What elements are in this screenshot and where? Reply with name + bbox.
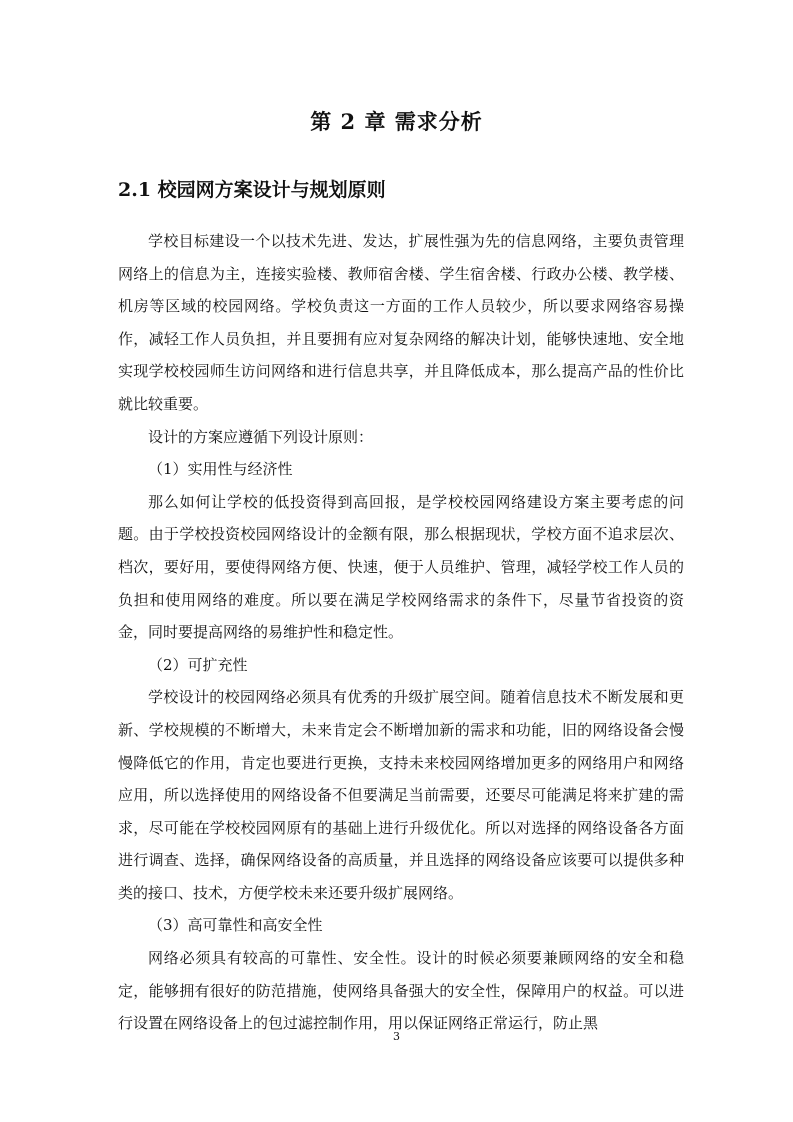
paragraph-principle-1: 那么如何让学校的低投资得到高回报，是学校校园网络建设方案主要考虑的问题。由于学校投资校园网络设计的金额有限，那么根据现状，学校方面不追求层次、档次，要好用，要使得网络方便、快速，便于人员维护、管理，减轻学校工作人员的负担和使用网络的难度。所以要在满足学校网络需求的条件下，尽量节省投资的资金，同时要提高网络的易维护性和稳定性。 [118,492,684,642]
principle-heading-2: （2）可扩充性 [148,655,248,674]
paragraph-principle-3: 网络必须具有较高的可靠性、安全性。设计的时候必须要兼顾网络的安全和稳定，能够拥有很好的防范措施，使网络具备强大的安全性，保障用户的权益。可以进行设置在网络设备上的包过滤控制作用，用以保证网络正常运行，防止黑 [118,949,684,1033]
body-text [118,225,684,1040]
page-number: 3 [393,1030,400,1043]
principle-heading-1: （1）实用性与经济性 [148,460,293,479]
paragraph-intro: 学校目标建设一个以技术先进、发达，扩展性强为先的信息网络，主要负责管理网络上的信息为主，连接实验楼、教师宿舍楼、学生宿舍楼、行政办公楼、教学楼、机房等区域的校园网络。学校负责这一方面的工作人员较少，所以要求网络容易操作，减轻工作人员负担，并且要拥有应对复杂网络的解决计划，能够快速地、安全地实现学校校园师生访问网络和进行信息共享，并且降低成本，那么提高产品的性价比就比较重要。 [118,232,684,413]
section-title: 2.1 校园网方案设计与规划原则 [118,179,386,201]
principle-heading-3: （3）高可靠性和高安全性 [148,916,323,935]
chapter-title: 第 2 章 需求分析 [310,109,483,134]
paragraph-principle-2: 学校设计的校园网络必须具有优秀的升级扩展空间。随着信息技术不断发展和更新、学校规模的不断增大，未来肯定会不断增加新的需求和功能，旧的网络设备会慢慢降低它的作用，肯定也要进行更换，支持未来校园网络增加更多的网络用户和网络应用，所以选择使用的网络设备不但要满足当前需要，还要尽可能满足将来扩建的需求，尽可能在学校校园网原有的基础上进行升级优化。所以对选择的网络设备各方面进行调查、选择，确保网络设备的高质量，并且选择的网络设备应该要可以提供多种类的接口、技术，方便学校未来还要升级扩展网络。 [118,688,684,902]
paragraph-principles-lead: 设计的方案应遵循下列设计原则： [148,427,374,446]
